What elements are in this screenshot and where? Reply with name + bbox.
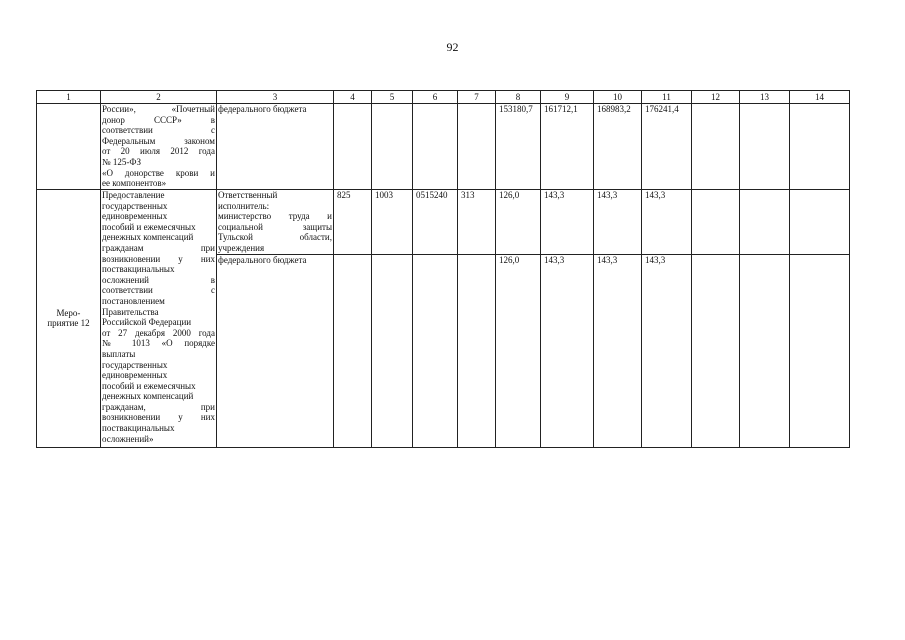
value-cell: 143,3 [594, 254, 642, 447]
header-cell: 6 [413, 91, 458, 104]
value-cell: 126,0 [496, 254, 541, 447]
table-row [37, 104, 850, 190]
empty-cell [334, 254, 372, 447]
value-cell: 143,3 [642, 190, 692, 255]
responsible-executor-cell: Ответственный исполнитель: министерство труда и социальной защиты Тульской области, учреждения [218, 190, 332, 253]
description-cell: России», «Почетный донор СССР» в соответствии с Федеральным законом от 20 июля 2012 года № 125-ФЗ «О донорстве крови и ее компонентов» [102, 104, 215, 189]
header-row [37, 91, 850, 104]
empty-cell [740, 254, 790, 447]
value-cell: 168983,2 [594, 104, 642, 190]
value-cell: 153180,7 [496, 104, 541, 190]
empty-cell [413, 104, 458, 190]
header-cell: 5 [372, 91, 413, 104]
empty-cell [413, 254, 458, 447]
empty-cell [790, 254, 850, 447]
empty-cell [372, 254, 413, 447]
empty-cell [458, 104, 496, 190]
header-cell: 7 [458, 91, 496, 104]
value-cell: 143,3 [541, 190, 594, 255]
empty-cell [692, 190, 740, 255]
code-cell: 0515240 [413, 190, 458, 255]
value-cell: 176241,4 [642, 104, 692, 190]
empty-cell [740, 104, 790, 190]
table-row [37, 190, 850, 255]
empty-cell [372, 104, 413, 190]
header-cell: 11 [642, 91, 692, 104]
header-cell: 1 [37, 91, 101, 104]
header-cell: 12 [692, 91, 740, 104]
value-cell: 143,3 [541, 254, 594, 447]
value-cell: 143,3 [642, 254, 692, 447]
value-cell: 161712,1 [541, 104, 594, 190]
header-cell: 4 [334, 91, 372, 104]
empty-cell [790, 104, 850, 190]
empty-cell [692, 254, 740, 447]
header-cell: 3 [217, 91, 334, 104]
empty-cell [790, 190, 850, 255]
value-cell: 126,0 [496, 190, 541, 255]
empty-cell [740, 190, 790, 255]
header-cell: 14 [790, 91, 850, 104]
code-cell: 313 [458, 190, 496, 255]
value-cell: 143,3 [594, 190, 642, 255]
header-cell: 13 [740, 91, 790, 104]
empty-cell [458, 254, 496, 447]
funding-source-cell: федерального бюджета [217, 254, 334, 447]
empty-cell [37, 104, 101, 190]
code-cell: 825 [334, 190, 372, 255]
header-cell: 10 [594, 91, 642, 104]
funding-source-cell: федерального бюджета [217, 104, 334, 190]
measure-label-cell: Меро- приятие 12 [37, 190, 101, 448]
description-cell: Предоставление государственных единовременных пособий и ежемесячных денежных компенсаций гражданам при возникновении у них поствакцинальных осложнений в соответствии с постановлением Правительства Российской Федерации от 27 декабря 2000 года № 1013 «О порядке выплаты государственных единовременных пособий и ежемесячных денежных компенсаций гражданам, при возникновении у них поствакцинальных осложнений» [101, 190, 217, 448]
header-cell: 2 [101, 91, 217, 104]
page-number: 92 [446, 40, 459, 54]
empty-cell [692, 104, 740, 190]
header-cell: 9 [541, 91, 594, 104]
budget-table [36, 90, 850, 448]
header-cell: 8 [496, 91, 541, 104]
empty-cell [334, 104, 372, 190]
code-cell: 1003 [372, 190, 413, 255]
